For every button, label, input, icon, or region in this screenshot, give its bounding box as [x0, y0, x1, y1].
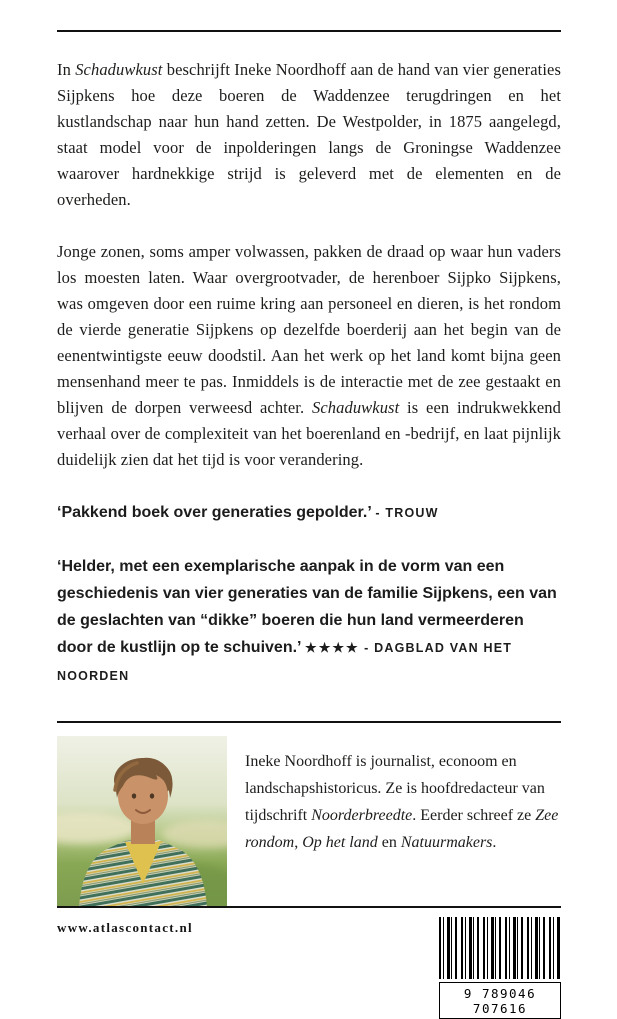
synopsis-paragraph-1: In Schaduwkust beschrijft Ineke Noordhoff aan de hand van vier generaties Sijpkens hoe deze boeren de Waddenzee terugdringen en het kustlandschap naar hun hand zetten. De Westpolder, in 1875 aangelegd, staat model voor de inpolderingen langs de Groningse Waddenzee waarover hardnekkige strijd is geleverd met de elementen en de overheden. [57, 60, 561, 209]
review-star-rating: ★★★★ [305, 640, 360, 655]
barcode-number: 9 789046 707616 [439, 982, 561, 1019]
synopsis-paragraph-2: Jonge zonen, soms amper volwassen, pakken de draad op waar hun vaders los moesten laten. Waar overgrootvader, de herenboer Sijpko Sijpkens, was omgeven door een ruime kring aan personeel en dieren, is het rondom de vierde generatie Sijpkens op dezelfde boerderij aan het begin van de eenentwintigste eeuw doodstil. Aan het werk op het land komt bijna geen mensenhand meer te pas. Inmiddels is de interactie met de zee gestaakt en blijven de dorpen verweesd achter. Schaduwkust is een indrukwekkend verhaal over de complexiteit van het boerenland en -bedrijf, en laat pijnlijk duidelijk zien dat het tijd is voor verandering. [57, 242, 561, 469]
author-bio: Ineke Noordhoff is journalist, econoom en landschapshistoricus. Ze is hoofdredacteur van tijdschrift Noorderbreedte. Eerder schreef ze Zee rondom, Op het land en Natuurmakers. [245, 753, 559, 851]
review-quote: ‘Helder, met een exemplarische aanpak in de vorm van een geschiedenis van vier generaties van de familie Sijpkens, een van de geslachten van “dikke” boeren die hun land vermeerderen door de kustlijn op te schuiven.’ [57, 558, 557, 656]
review-dagblad-van-het-noorden [57, 553, 561, 690]
author-section [57, 736, 561, 906]
review-trouw [57, 499, 561, 527]
author-photo-illustration [57, 736, 227, 906]
review-source: - TROUW [375, 506, 439, 520]
footer-row [57, 917, 561, 1019]
author-photo [57, 736, 227, 906]
divider-top [57, 30, 561, 32]
publisher-url: www.atlascontact.nl [57, 920, 193, 935]
divider-bottom [57, 906, 561, 908]
divider-above-author [57, 721, 561, 723]
barcode [439, 917, 561, 1019]
review-source: - DAGBLAD VAN HET NOORDEN [57, 641, 513, 683]
barcode-bars [439, 917, 561, 979]
author-photo-shapes [57, 736, 227, 906]
footer [57, 906, 561, 1019]
review-quote: ‘Pakkend boek over generaties gepolder.’ [57, 504, 371, 521]
